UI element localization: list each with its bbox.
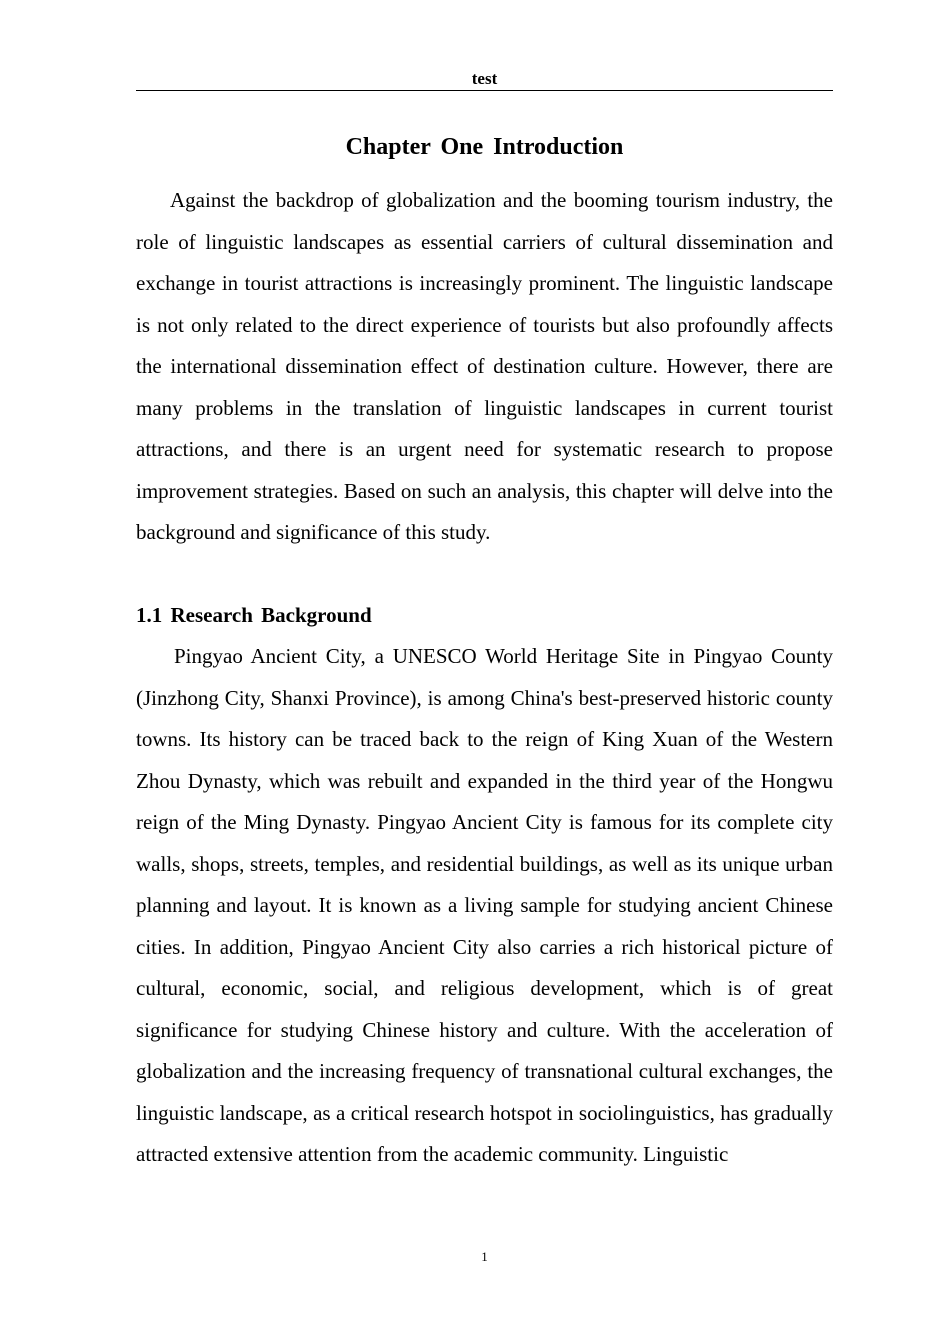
research-background-paragraph: Pingyao Ancient City, a UNESCO World Heritage Site in Pingyao County (Jinzhong City, Shanxi Province), is among China's best-preserved historic county towns. Its history can be traced back to the reign of King Xuan of the Western Zhou Dynasty, which was rebuilt and expanded in the third year of the Hongwu reign of the Ming Dynasty. Pingyao Ancient City is famous for its complete city walls, shops, streets, temples, and residential buildings, as well as its unique urban planning and layout. It is known as a living sample for studying ancient Chinese cities. In addition, Pingyao Ancient City also carries a rich historical picture of cultural, economic, social, and religious development, which is of great significance for studying Chinese history and culture. With the acceleration of globalization and the increasing frequency of transnational cultural exchanges, the linguistic landscape, as a critical research hotspot in sociolinguistics, has gradually attracted extensive attention from the academic community. Linguistic — [136, 644, 833, 1166]
page-number: 1 — [481, 1249, 488, 1264]
running-header: test — [136, 68, 833, 91]
intro-paragraph: Against the backdrop of globalization and the booming tourism industry, the role of linguistic landscapes as essential carriers of cultural dissemination and exchange in tourist attractions is increasingly prominent. The linguistic landscape is not only related to the direct experience of tourists but also profoundly affects the international dissemination effect of destination culture. However, there are many problems in the translation of linguistic landscapes in current tourist attractions, and there is an urgent need for systematic research to propose improvement strategies. Based on such an analysis, this chapter will delve into the background and significance of this study. — [136, 188, 833, 544]
section-heading: 1.1 Research Background — [136, 603, 372, 627]
chapter-title: Chapter One Introduction — [345, 134, 624, 160]
